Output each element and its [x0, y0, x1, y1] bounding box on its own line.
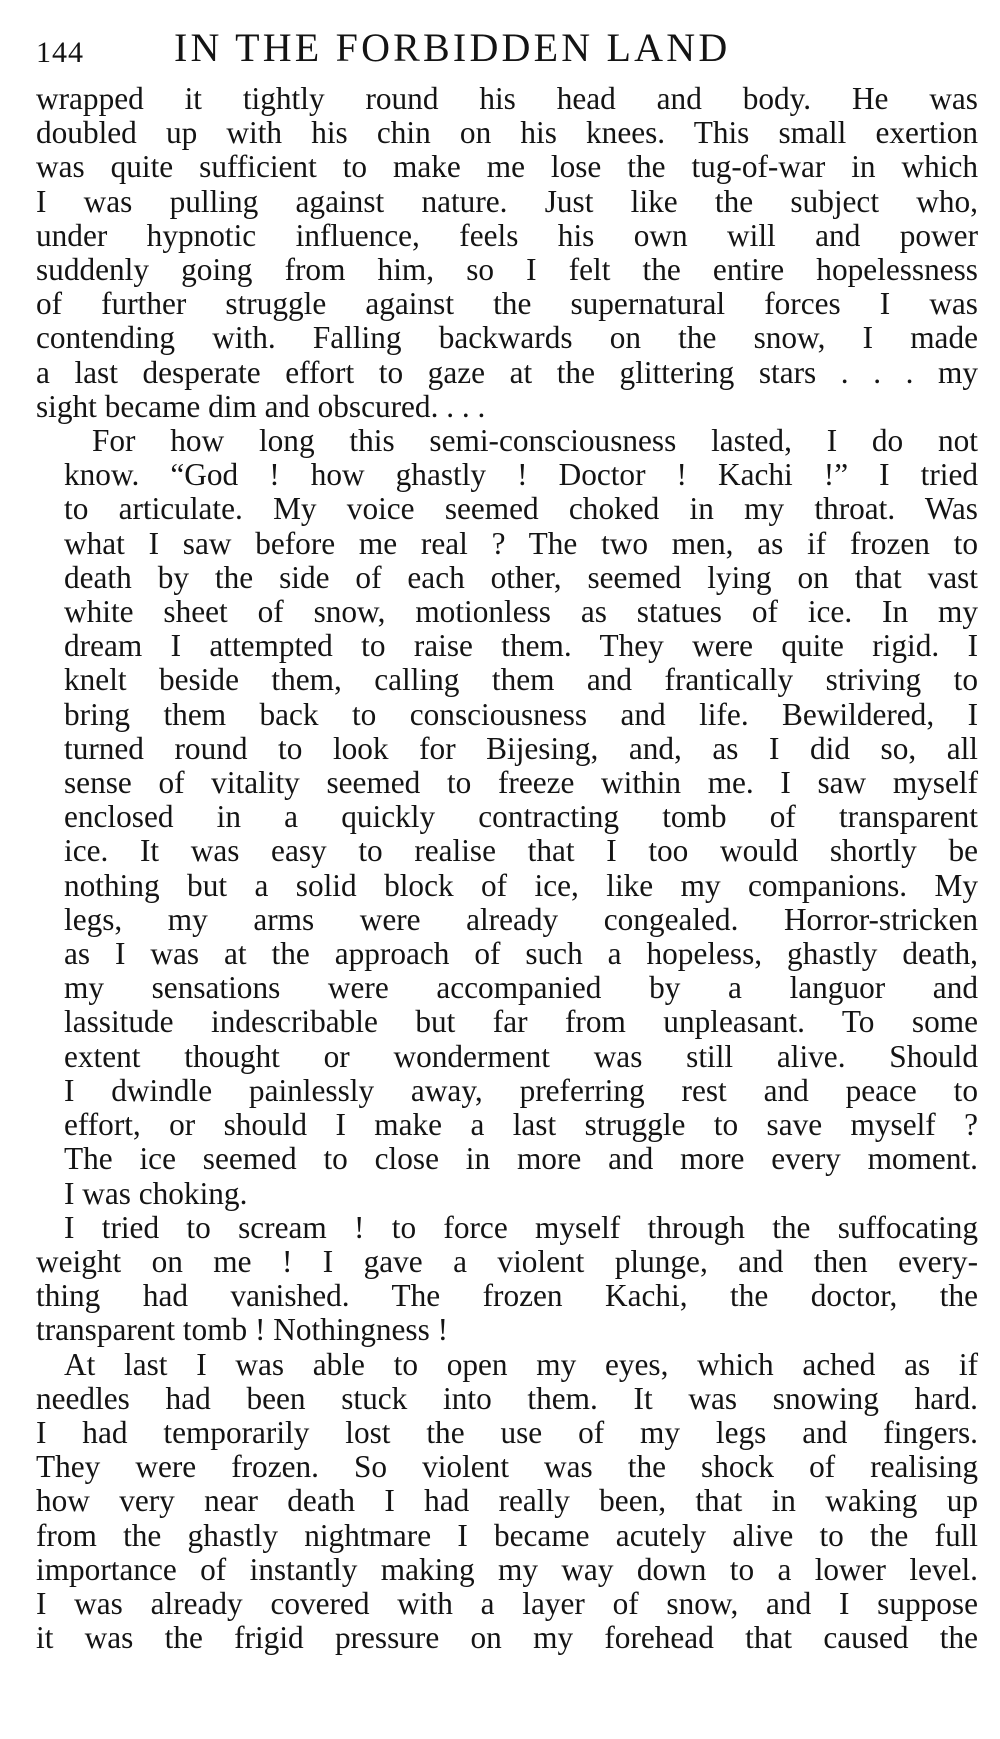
text-line: I was choking.	[64, 1175, 248, 1211]
text-line: I tried to scream ! to force myself through the suffocating	[64, 1209, 978, 1245]
text-line: it was the frigid pressure on my forehead that caused the	[36, 1620, 978, 1656]
text-line: how very near death I had really been, that in waking up	[36, 1483, 978, 1519]
text-line: sight became dim and obscured. . . .	[36, 388, 486, 424]
text-line: doubled up with his chin on his knees. This small exertion	[36, 115, 978, 151]
text-line: what I saw before me real ? The two men, as if frozen to	[64, 525, 978, 561]
text-line: effort, or should I make a last struggle to save myself ?	[64, 1107, 978, 1143]
text-line: suddenly going from him, so I felt the entire hopelessness	[36, 252, 978, 288]
paragraph-1	[36, 82, 978, 424]
text-line: I was pulling against nature. Just like the subject who,	[36, 183, 978, 219]
text-line: lassitude indescribable but far from unpleasant. To some	[64, 1004, 978, 1040]
text-line: white sheet of snow, motionless as statues of ice. In my	[64, 594, 978, 630]
text-line: extent thought or wonderment was still alive. Should	[64, 1038, 978, 1074]
paragraph-4	[36, 1348, 978, 1656]
text-line: ice. It was easy to realise that I too would shortly be	[64, 833, 978, 869]
text-line: a last desperate effort to gaze at the glittering stars . . . my	[36, 354, 978, 390]
text-line: nothing but a solid block of ice, like my companions. My	[64, 867, 978, 903]
running-head-title: IN THE FORBIDDEN LAND	[174, 25, 731, 70]
text-line: For how long this semi-consciousness lasted, I do not	[92, 423, 978, 459]
text-line: sense of vitality seemed to freeze within me. I saw myself	[64, 765, 978, 801]
text-line: turned round to look for Bijesing, and, as I did so, all	[64, 730, 978, 766]
text-line: to articulate. My voice seemed choked in my throat. Was	[64, 491, 978, 527]
text-line: bring them back to consciousness and life. Bewildered, I	[64, 696, 978, 732]
text-line: transparent tomb ! Nothingness !	[36, 1312, 448, 1348]
page-header	[36, 24, 976, 74]
paragraph-3	[36, 1211, 978, 1348]
text-line: enclosed in a quickly contracting tomb of transparent	[64, 799, 978, 835]
text-line: dream I attempted to raise them. They were quite rigid. I	[64, 628, 978, 664]
text-line: was quite sufficient to make me lose the tug-of-war in which	[36, 149, 978, 185]
text-line: I was already covered with a layer of snow, and I suppose	[36, 1585, 978, 1621]
body-text	[36, 82, 978, 1655]
text-line: needles had been stuck into them. It was snowing hard.	[36, 1380, 978, 1416]
text-line: death by the side of each other, seemed lying on that vast	[64, 559, 978, 595]
text-line: I had temporarily lost the use of my legs and fingers.	[36, 1414, 978, 1450]
text-line: under hypnotic influence, feels his own will and power	[36, 217, 978, 253]
text-line: of further struggle against the supernatural forces I was	[36, 286, 978, 322]
text-line: wrapped it tightly round his head and body. He was	[36, 81, 978, 116]
text-line: from the ghastly nightmare I became acutely alive to the full	[36, 1517, 978, 1553]
text-line: contending with. Falling backwards on the snow, I made	[36, 320, 978, 356]
text-line: They were frozen. So violent was the shock of realising	[36, 1449, 978, 1485]
text-line: legs, my arms were already congealed. Horror-stricken	[64, 901, 978, 937]
text-line: knelt beside them, calling them and frantically striving to	[64, 662, 978, 698]
text-line: know. “God ! how ghastly ! Doctor ! Kachi !” I tried	[64, 457, 978, 493]
text-line: At last I was able to open my eyes, which ached as if	[64, 1346, 978, 1382]
text-line: as I was at the approach of such a hopeless, ghastly death,	[64, 936, 978, 972]
text-line: I dwindle painlessly away, preferring rest and peace to	[64, 1072, 978, 1108]
text-line: my sensations were accompanied by a languor and	[64, 970, 978, 1006]
text-line: The ice seemed to close in more and more every moment.	[64, 1141, 978, 1177]
paragraph-2	[36, 424, 978, 1211]
text-line: thing had vanished. The frozen Kachi, the doctor, the	[36, 1278, 978, 1314]
page-number: 144	[36, 36, 84, 69]
text-line: weight on me ! I gave a violent plunge, and then every-	[36, 1243, 978, 1279]
text-line: importance of instantly making my way down to a lower level.	[36, 1551, 978, 1587]
